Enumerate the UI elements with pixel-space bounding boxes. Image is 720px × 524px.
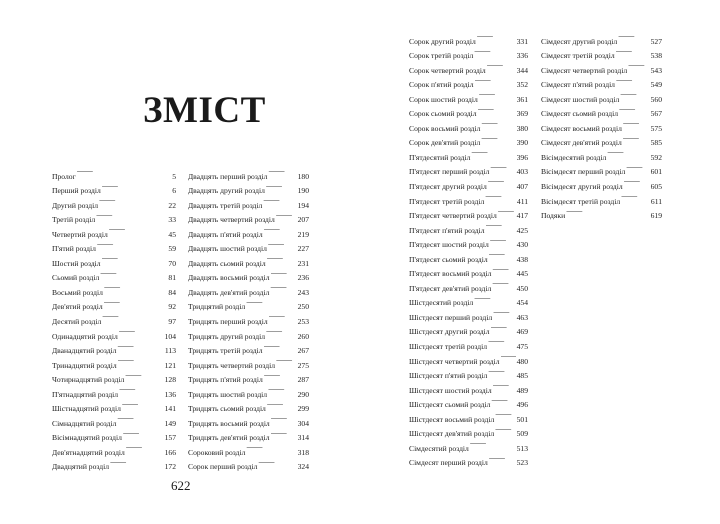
toc-entry-page: 299 <box>297 404 309 414</box>
dot-leader <box>498 204 516 219</box>
dot-leader <box>276 208 297 223</box>
dot-leader <box>102 309 167 324</box>
toc-entry-page: 113 <box>164 346 176 356</box>
toc-entry-page: 59 <box>168 244 176 254</box>
toc-entry-label: Тридцять перший розділ <box>188 317 268 327</box>
toc-entry-label: Подяки <box>541 211 566 221</box>
toc-entry-label: Тридцять п'ятий розділ <box>188 375 263 385</box>
toc-entry-label: Шістдесят дев'ятий розділ <box>409 429 495 439</box>
toc-entry-page: 5 <box>172 171 176 181</box>
dot-leader <box>97 237 167 252</box>
toc-entry-label: Одинадцятий розділ <box>52 331 118 341</box>
toc-entry-page: 70 <box>168 258 176 268</box>
toc-entry-page: 121 <box>164 360 176 370</box>
toc-entry-page: 166 <box>164 447 176 457</box>
toc-entry-label: Сімнадцятий розділ <box>52 418 117 428</box>
toc-entry-page: 81 <box>168 273 176 283</box>
dot-leader <box>271 266 297 281</box>
toc-entry-label: Двадцятий розділ <box>52 462 110 472</box>
dot-leader <box>263 193 296 208</box>
toc-entry-label: Сімдесят сьомий розділ <box>541 109 619 119</box>
toc-entry-label: Перший розділ <box>52 186 101 196</box>
toc-entry <box>52 164 176 179</box>
toc-entry-page: 172 <box>164 462 176 472</box>
dot-leader <box>267 251 297 266</box>
toc-entry-label: П'ятдесят п'ятий розділ <box>409 225 485 235</box>
toc-entry-label: Другий розділ <box>52 200 99 210</box>
dot-leader <box>102 251 168 266</box>
dot-leader <box>478 102 516 117</box>
toc-entry-page: 403 <box>516 167 528 177</box>
toc-entry <box>541 29 662 44</box>
dot-leader <box>99 193 167 208</box>
toc-entry-page: 260 <box>297 331 309 341</box>
toc-entry-label: Сімдесят дев'ятий розділ <box>541 138 622 148</box>
toc-entry-label: Сорок другий розділ <box>409 36 476 46</box>
dot-leader <box>267 397 297 412</box>
dot-leader <box>110 455 164 470</box>
toc-entry-label: П'ятнадцятий розділ <box>52 389 119 399</box>
toc-entry-page: 369 <box>516 109 528 119</box>
dot-leader <box>493 305 515 320</box>
dot-leader <box>624 174 650 189</box>
toc-column-4 <box>541 29 662 221</box>
toc-entry-page: 344 <box>516 65 528 75</box>
toc-entry-label: Сьомий розділ <box>52 273 100 283</box>
page-number: 622 <box>171 478 191 493</box>
dot-leader <box>492 276 515 291</box>
toc-entry-label: Сорок шостий розділ <box>409 94 478 104</box>
dot-leader <box>266 324 297 339</box>
toc-entry-page: 243 <box>297 287 309 297</box>
dot-leader <box>488 334 516 349</box>
toc-entry-page: 501 <box>516 414 528 424</box>
toc-entry-label: П'ятдесят другий розділ <box>409 182 487 192</box>
toc-entry-page: 480 <box>516 356 528 366</box>
toc-entry-page: 236 <box>297 273 309 283</box>
toc-entry-page: 567 <box>650 109 662 119</box>
toc-entry-page: 231 <box>297 258 309 268</box>
toc-entry-page: 523 <box>516 458 528 468</box>
dot-leader <box>276 353 297 368</box>
toc-entry-label: Тридцять другий розділ <box>188 331 266 341</box>
dot-leader <box>109 222 168 237</box>
dot-leader <box>117 339 163 354</box>
dot-leader <box>566 204 649 219</box>
toc-entry-label: Вісімдесят другий розділ <box>541 182 623 192</box>
toc-entry <box>188 164 309 179</box>
dot-leader <box>271 426 297 441</box>
toc-entry-page: 92 <box>168 302 176 312</box>
toc-entry-label: Сімдесят четвертий розділ <box>541 65 628 75</box>
toc-entry-label: П'ятдесят четвертий розділ <box>409 211 497 221</box>
toc-entry-page: 361 <box>516 94 528 104</box>
toc-entry-label: П'ятдесят дев'ятий розділ <box>409 283 492 293</box>
toc-entry-label: Сімдесят перший розділ <box>409 458 488 468</box>
toc-entry-page: 267 <box>297 346 309 356</box>
dot-leader <box>488 364 515 379</box>
toc-entry-page: 324 <box>297 462 309 472</box>
toc-entry <box>409 29 528 44</box>
dot-leader <box>268 164 296 179</box>
dot-leader <box>490 160 515 175</box>
dot-leader <box>491 393 515 408</box>
dot-leader <box>104 280 167 295</box>
toc-entry-label: Сімдесят восьмий розділ <box>541 123 622 133</box>
toc-entry-label: Сорок перший розділ <box>188 462 258 472</box>
dot-leader <box>268 382 297 397</box>
toc-column-3 <box>409 29 528 468</box>
toc-entry-page: 575 <box>650 123 662 133</box>
toc-entry-page: 157 <box>164 433 176 443</box>
toc-entry-page: 336 <box>516 51 528 61</box>
toc-entry-label: Шістдесят другий розділ <box>409 327 490 337</box>
toc-entry-page: 585 <box>650 138 662 148</box>
dot-leader <box>126 440 164 455</box>
toc-entry-label: Шістдесят перший розділ <box>409 312 493 322</box>
dot-leader <box>475 73 516 88</box>
toc-entry-label: Вісімдесят перший розділ <box>541 167 626 177</box>
toc-entry-label: П'ятдесят шостий розділ <box>409 240 489 250</box>
toc-entry-label: Сорок дев'ятий розділ <box>409 138 481 148</box>
toc-entry-page: 527 <box>650 36 662 46</box>
toc-column-1 <box>52 164 176 472</box>
toc-entry-page: 538 <box>650 51 662 61</box>
toc-entry-page: 396 <box>516 152 528 162</box>
toc-entry-label: Шістнадцятий розділ <box>52 404 121 414</box>
toc-entry-page: 207 <box>297 215 309 225</box>
toc-entry-label: Сорок п'ятий розділ <box>409 80 474 90</box>
toc-entry-label: Третій розділ <box>52 215 96 225</box>
toc-entry-page: 549 <box>650 80 662 90</box>
toc-entry-page: 430 <box>516 240 528 250</box>
toc-entry-page: 605 <box>650 182 662 192</box>
toc-entry-label: Шостий розділ <box>52 258 101 268</box>
toc-entry-page: 475 <box>516 342 528 352</box>
dot-leader <box>122 397 164 412</box>
dot-leader <box>492 262 515 277</box>
dot-leader <box>268 237 297 252</box>
toc-entry-page: 275 <box>297 360 309 370</box>
dot-leader <box>470 436 516 451</box>
dot-leader <box>117 411 163 426</box>
dot-leader <box>626 160 649 175</box>
toc-entry-label: П'ятдесятий розділ <box>409 152 471 162</box>
toc-entry-label: Сорок сьомий розділ <box>409 109 477 119</box>
toc-entry-label: Сімдесят п'ятий розділ <box>541 80 615 90</box>
toc-entry-page: 513 <box>516 443 528 453</box>
dot-leader <box>123 426 164 441</box>
toc-entry-page: 611 <box>650 196 662 206</box>
toc-entry-page: 407 <box>516 182 528 192</box>
dot-leader <box>628 58 649 73</box>
dot-leader <box>487 58 516 73</box>
toc-entry-label: Сімдесят третій розділ <box>541 51 615 61</box>
toc-entry-page: 97 <box>168 317 176 327</box>
dot-leader <box>119 382 164 397</box>
dot-leader <box>485 189 516 204</box>
toc-entry-label: Двадцять п'ятий розділ <box>188 229 263 239</box>
toc-entry-label: Вісімдесятий розділ <box>541 152 607 162</box>
dot-leader <box>481 131 515 146</box>
toc-entry-page: 438 <box>516 254 528 264</box>
toc-entry-page: 45 <box>168 229 176 239</box>
toc-entry-label: П'ятий розділ <box>52 244 96 254</box>
toc-entry-page: 380 <box>516 123 528 133</box>
dot-leader <box>270 280 296 295</box>
toc-entry-page: 136 <box>164 389 176 399</box>
dot-leader <box>118 353 164 368</box>
toc-entry-page: 619 <box>650 211 662 221</box>
toc-entry-label: Шістдесят восьмий розділ <box>409 414 495 424</box>
toc-entry-label: П'ятдесят третій розділ <box>409 196 485 206</box>
toc-entry-label: П'ятдесят сьомий розділ <box>409 254 488 264</box>
dot-leader <box>258 455 296 470</box>
toc-entry-label: П'ятдесят перший розділ <box>409 167 490 177</box>
toc-entry-page: 592 <box>650 152 662 162</box>
toc-entry-page: 253 <box>297 317 309 327</box>
dot-leader <box>271 411 297 426</box>
toc-entry-page: 331 <box>516 36 528 46</box>
toc-entry-page: 33 <box>168 215 176 225</box>
toc-entry-label: Сімдесят другий розділ <box>541 36 618 46</box>
dot-leader <box>96 208 167 223</box>
toc-entry-page: 411 <box>516 196 528 206</box>
toc-entry-page: 485 <box>516 371 528 381</box>
toc-entry-label: Двадцять дев'ятий розділ <box>188 287 270 297</box>
dot-leader <box>501 349 516 364</box>
toc-entry-page: 149 <box>164 418 176 428</box>
toc-entry-page: 219 <box>297 229 309 239</box>
toc-entry-label: Четвертий розділ <box>52 229 108 239</box>
toc-entry-label: П'ятдесят восьмий розділ <box>409 269 492 279</box>
toc-entry-page: 352 <box>516 80 528 90</box>
toc-entry-label: Двадцять сьомий розділ <box>188 258 266 268</box>
toc-entry-label: Тридцятий розділ <box>188 302 246 312</box>
toc-entry-page: 509 <box>516 429 528 439</box>
toc-entry-label: Вісімдесят третій розділ <box>541 196 621 206</box>
toc-entry-page: 469 <box>516 327 528 337</box>
toc-entry-label: Сорок четвертий розділ <box>409 65 486 75</box>
dot-leader <box>100 266 167 281</box>
toc-entry-label: Двадцять другий розділ <box>188 186 265 196</box>
dot-leader <box>119 324 164 339</box>
toc-entry-label: Дев'ятий розділ <box>52 302 103 312</box>
toc-entry-page: 390 <box>516 138 528 148</box>
toc-entry-page: 104 <box>164 331 176 341</box>
toc-entry-page: 6 <box>172 186 176 196</box>
dot-leader <box>269 309 297 324</box>
toc-entry-label: Сімдесятий розділ <box>409 443 469 453</box>
dot-leader <box>489 247 516 262</box>
dot-leader <box>479 87 516 102</box>
toc-entry-page: 227 <box>297 244 309 254</box>
toc-entry-label: Дев'ятнадцятий розділ <box>52 447 125 457</box>
dot-leader <box>481 116 515 131</box>
toc-entry-label: Шістдесятий розділ <box>409 298 474 308</box>
toc-entry-page: 141 <box>164 404 176 414</box>
toc-entry-page: 560 <box>650 94 662 104</box>
dot-leader <box>125 368 163 383</box>
toc-entry-label: Шістдесят третій розділ <box>409 342 488 352</box>
toc-entry-label: Сімдесят шостий розділ <box>541 94 620 104</box>
toc-entry-label: Шістдесят четвертий розділ <box>409 356 500 366</box>
toc-entry-page: 314 <box>297 433 309 443</box>
toc-entry-page: 290 <box>297 389 309 399</box>
toc-entry-page: 601 <box>650 167 662 177</box>
toc-entry-label: Тридцять сьомий розділ <box>188 404 266 414</box>
toc-entry-page: 463 <box>516 312 528 322</box>
dot-leader <box>474 44 515 59</box>
toc-entry-page: 445 <box>516 269 528 279</box>
toc-entry-page: 287 <box>297 375 309 385</box>
toc-entry-label: Вісімнадцятий розділ <box>52 433 122 443</box>
dot-leader <box>486 218 516 233</box>
toc-entry-page: 22 <box>168 200 176 210</box>
toc-entry-label: Двадцять шостий розділ <box>188 244 267 254</box>
toc-entry-label: Дванадцятий розділ <box>52 346 117 356</box>
dot-leader <box>616 73 650 88</box>
toc-entry-page: 84 <box>168 287 176 297</box>
dot-leader <box>491 320 516 335</box>
toc-entry-page: 190 <box>297 186 309 196</box>
toc-entry-page: 454 <box>516 298 528 308</box>
toc-entry-label: Шістдесят сьомий розділ <box>409 400 491 410</box>
toc-entry-label: Двадцять восьмий розділ <box>188 273 270 283</box>
toc-entry-page: 128 <box>164 375 176 385</box>
dot-leader <box>623 131 650 146</box>
dot-leader <box>495 422 516 437</box>
dot-leader <box>490 233 516 248</box>
page-title: ЗМІСТ <box>143 90 266 131</box>
toc-entry-label: Десятий розділ <box>52 317 102 327</box>
dot-leader <box>488 174 516 189</box>
toc-entry-label: Шістдесят шостий розділ <box>409 385 492 395</box>
toc-entry-label: Сорок восьмий розділ <box>409 123 481 133</box>
dot-leader <box>495 407 515 422</box>
toc-entry-page: 304 <box>297 418 309 428</box>
dot-leader <box>264 222 297 237</box>
toc-entry-page: 417 <box>516 211 528 221</box>
toc-entry-page: 543 <box>650 65 662 75</box>
dot-leader <box>104 295 168 310</box>
toc-entry-label: Сорок третій розділ <box>409 51 474 61</box>
toc-entry-label: Тринадцятий розділ <box>52 360 117 370</box>
dot-leader <box>471 145 515 160</box>
toc-entry-label: Двадцять перший розділ <box>188 171 268 181</box>
dot-leader <box>618 29 649 44</box>
dot-leader <box>264 339 297 354</box>
toc-entry-label: Шістдесят п'ятий розділ <box>409 371 488 381</box>
toc-entry-page: 194 <box>297 200 309 210</box>
toc-entry-label: Сороковий розділ <box>188 447 246 457</box>
dot-leader <box>621 189 650 204</box>
dot-leader <box>264 368 297 383</box>
dot-leader <box>102 179 171 194</box>
toc-entry-page: 496 <box>516 400 528 410</box>
dot-leader <box>616 44 650 59</box>
dot-leader <box>623 116 650 131</box>
toc-entry-label: Тридцять третій розділ <box>188 346 263 356</box>
toc-entry-page: 250 <box>297 302 309 312</box>
toc-entry-page: 318 <box>297 447 309 457</box>
dot-leader <box>246 440 296 455</box>
toc-column-2 <box>188 164 309 472</box>
dot-leader <box>620 87 649 102</box>
dot-leader <box>607 145 649 160</box>
toc-entry-label: Чотирнадцятий розділ <box>52 375 125 385</box>
dot-leader <box>77 164 172 179</box>
toc-entry-label: Тридцять дев'ятий розділ <box>188 433 270 443</box>
toc-entry-label: Пролог <box>52 171 76 181</box>
toc-entry-label: Тридцять восьмий розділ <box>188 418 270 428</box>
dot-leader <box>477 29 516 44</box>
toc-entry-page: 450 <box>516 283 528 293</box>
dot-leader <box>489 451 516 466</box>
dot-leader <box>246 295 296 310</box>
dot-leader <box>493 378 516 393</box>
dot-leader <box>266 179 297 194</box>
toc-entry-label: Двадцять четвертий розділ <box>188 215 275 225</box>
toc-entry-page: 180 <box>297 171 309 181</box>
toc-entry-page: 425 <box>516 225 528 235</box>
toc-entry-label: Восьмий розділ <box>52 287 103 297</box>
toc-entry-page: 489 <box>516 385 528 395</box>
toc-entry-label: Тридцять четвертий розділ <box>188 360 275 370</box>
dot-leader <box>619 102 650 117</box>
toc-entry-label: Двадцять третій розділ <box>188 200 263 210</box>
toc-entry-label: Тридцять шостий розділ <box>188 389 268 399</box>
dot-leader <box>474 291 515 306</box>
